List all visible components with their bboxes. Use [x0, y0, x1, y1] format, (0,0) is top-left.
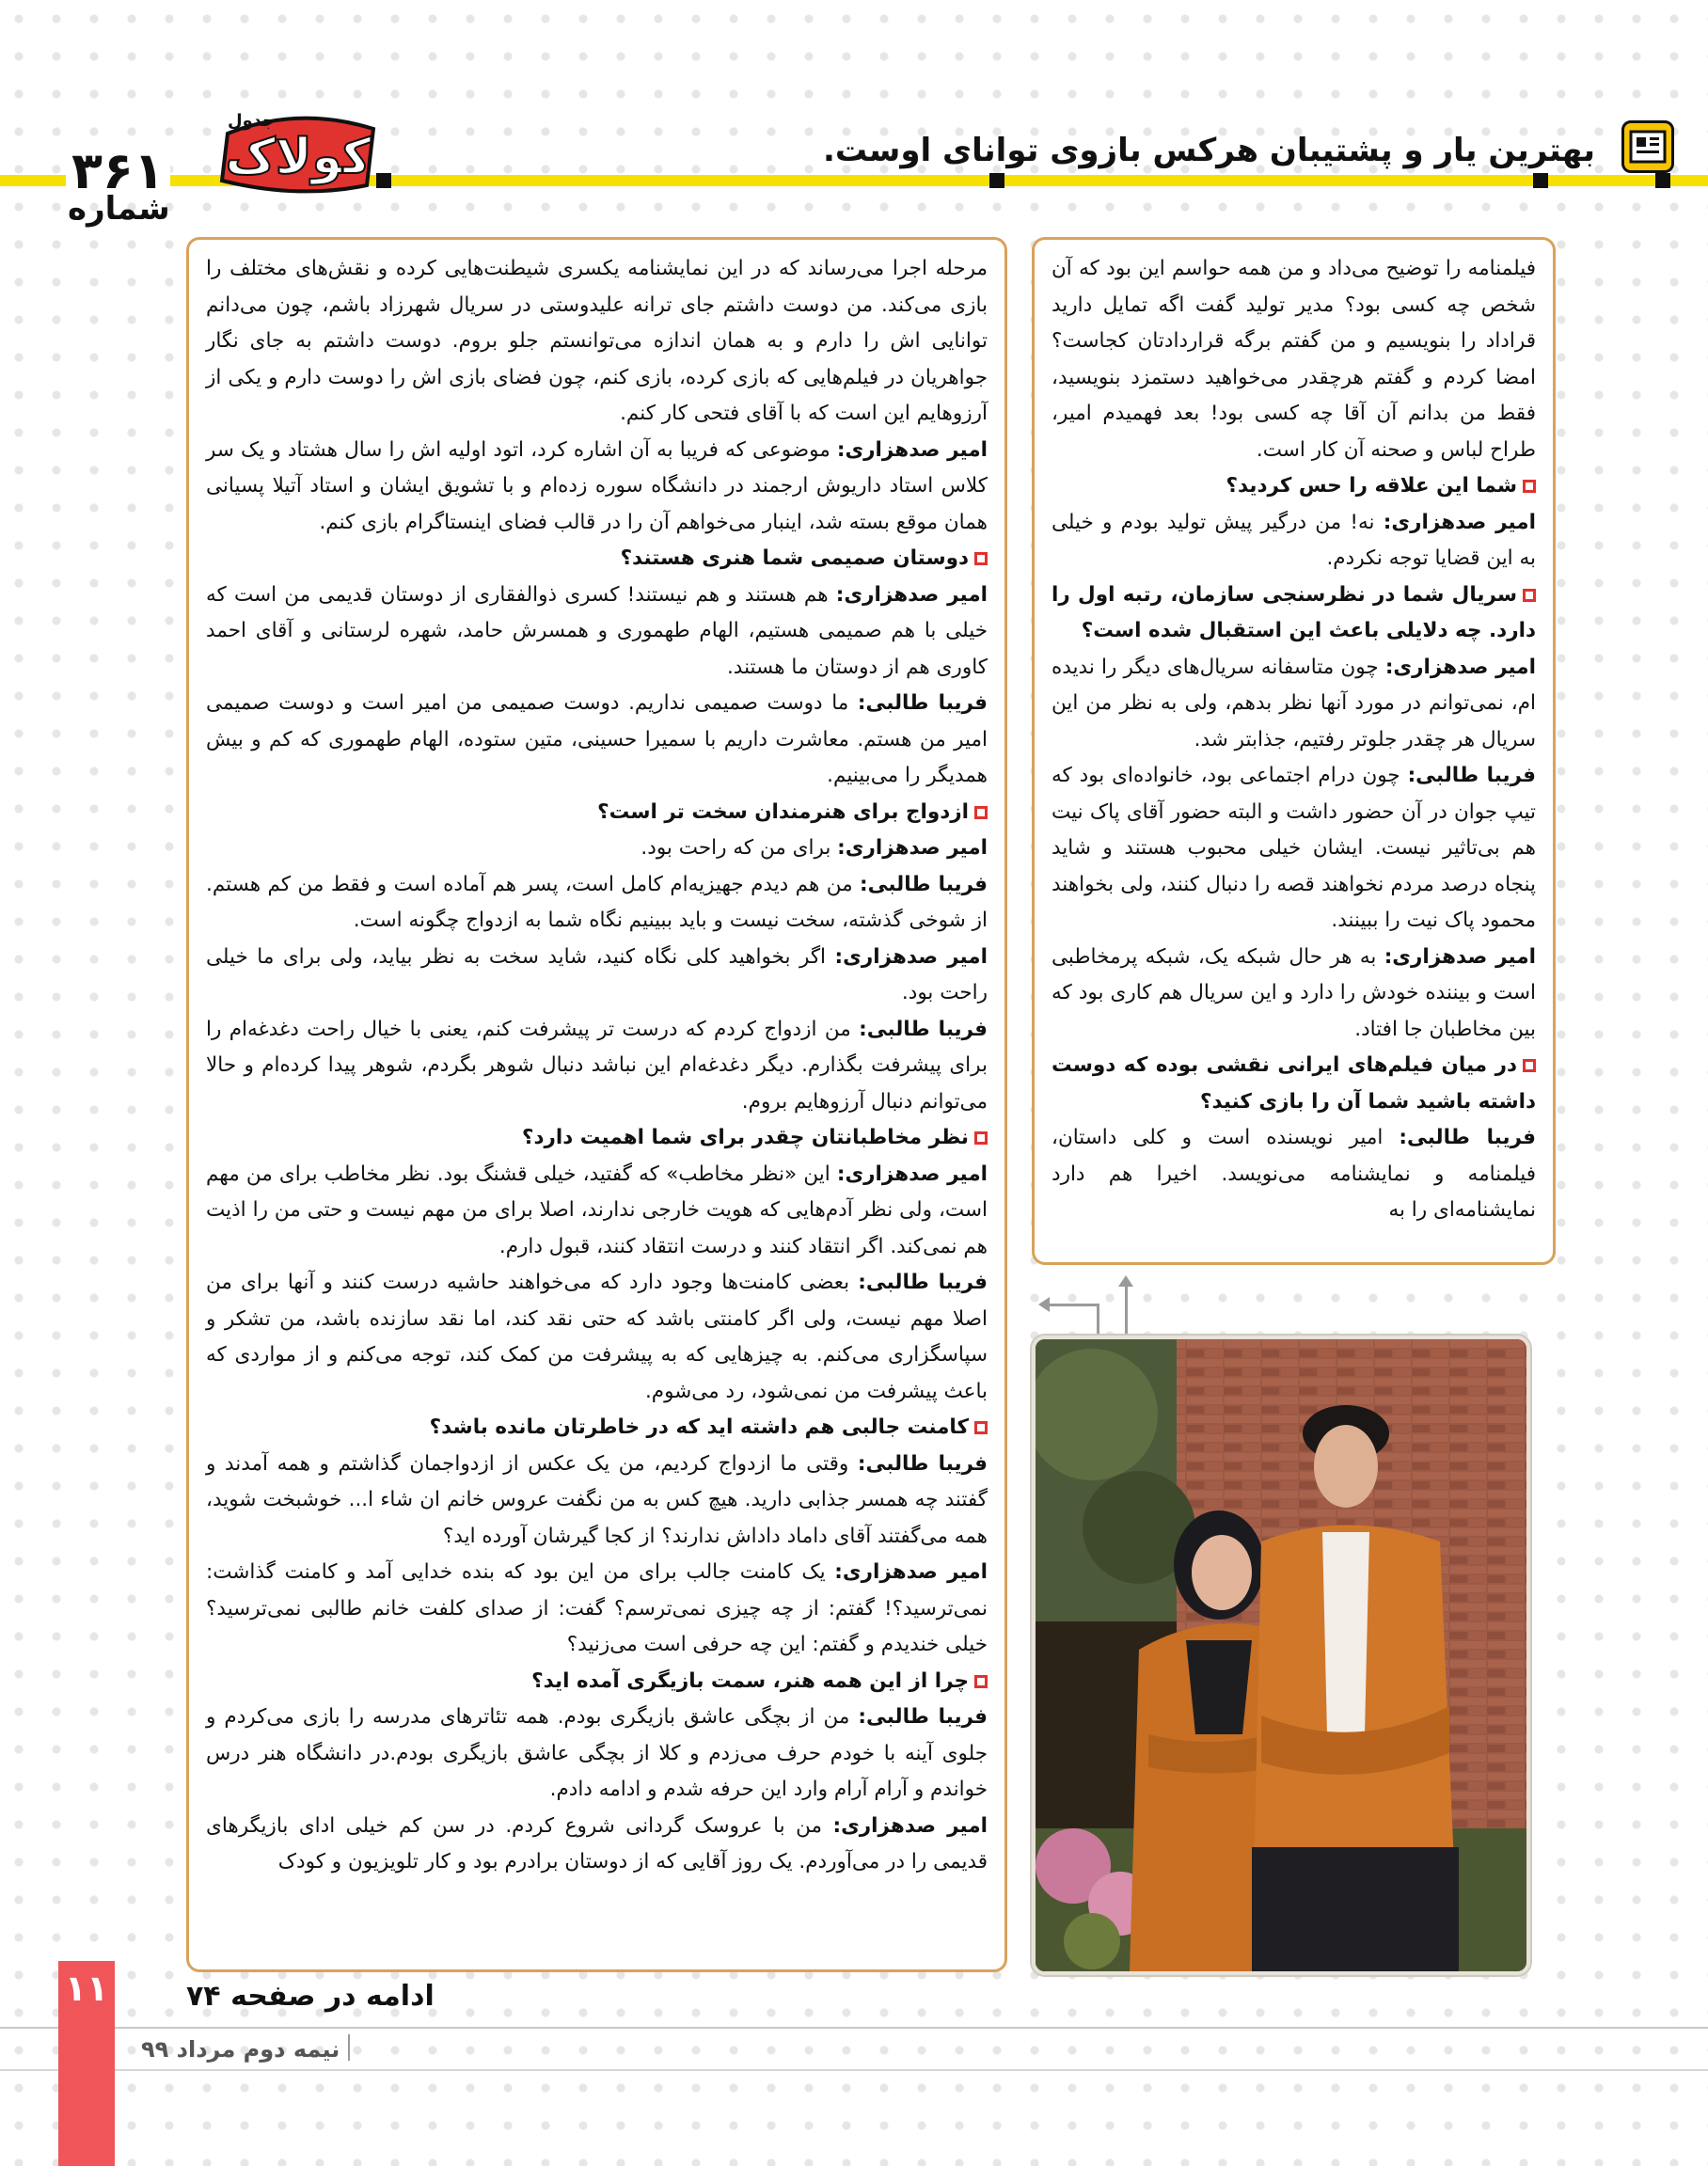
question-marker-icon: [1523, 480, 1536, 493]
answer-text: من هم دیدم جهیزیه‌ام کامل است، پسر هم آماده است و فقط من کم هستم. از شوخی گذشته، سخت نیست و باید ببینیم نگاه شما به ازدواج چگونه است.: [206, 872, 988, 932]
speaker-name: امیر صدهزاری:: [834, 1560, 988, 1584]
speaker-name: امیر صدهزاری:: [834, 944, 988, 969]
interview-answer: [206, 1157, 988, 1266]
arrow-up-stem: [1125, 1281, 1128, 1337]
interview-answer: [1052, 1120, 1536, 1229]
interview-answer: [1052, 940, 1536, 1049]
bar-marker: [1533, 173, 1548, 188]
speaker-name: فریبا طالبی:: [858, 1705, 988, 1729]
question-text: ازدواج برای هنرمندان سخت تر است؟: [597, 799, 969, 824]
interview-answer: [206, 1447, 988, 1556]
answer-text: چون درام اجتماعی بود، خانواده‌ای بود که تیپ جوان در آن حضور داشت و البته حضور آقای پاک نیت هم بی‌تاثیر نیست. ایشان خیلی محبوب هستند و شاید پنجاه درصد مردم نخواهند قصه را دنبال کنند، ولی بخواهند محمود پاک نیت را ببینند.: [1052, 764, 1536, 932]
speaker-name: فریبا طالبی:: [1407, 764, 1536, 787]
question-text: سریال شما در نظرسنجی سازمان، رتبه اول را دارد. چه دلایلی باعث این استقبال شده است؟: [1052, 582, 1536, 642]
answer-text: یک کامنت جالب برای من این بود که بنده خدایی آمد و کامنت گذاشت: نمی‌ترسید؟! گفتم: از چه چیزی نمی‌ترسم؟ گفت: از صدای کلفت خانم طالبی نمی‌ترسید؟ خیلی خندیدم و گفتم: این چه حرفی است می‌زنید؟: [206, 1560, 988, 1656]
issue-date: نیمه دوم مرداد ۹۹: [141, 2036, 340, 2063]
interview-question: [206, 1664, 988, 1700]
interview-answer: [206, 1265, 988, 1410]
interview-answer: [206, 577, 988, 687]
answer-text: ما دوست صمیمی نداریم. دوست صمیمی من امیر است و دوست صمیمی امیر من هستم. معاشرت داریم با سمیرا حسینی، متین ستوده، الهام طهموری که کم و بیش همدیگر را می‌بینیم.: [206, 691, 988, 787]
answer-text: من با عروسک گردانی شروع کردم. در سن کم خیلی ادای بازیگرهای قدیمی را در می‌آوردم. یک روز آقایی که از دوستان برادرم بود و کار تلویزیون و کودک: [206, 1813, 988, 1874]
speaker-name: امیر صدهزاری:: [836, 437, 988, 462]
article-column-left: [186, 237, 1007, 1972]
answer-text: چون متاسفانه سریال‌های دیگر را ندیده ام، نمی‌توانم در مورد آنها نظر بدهم، ولی به نظر من این سریال هر چقدر جلوتر رفتیم، جذابتر شد.: [1052, 655, 1536, 751]
bar-marker: [989, 173, 1004, 188]
interview-question: [1052, 577, 1536, 650]
bar-marker: [1655, 173, 1670, 188]
speaker-name: امیر صدهزاری:: [837, 836, 988, 860]
question-marker-icon: [974, 552, 988, 565]
article-column-right: [1032, 237, 1556, 1265]
interview-answer: [206, 433, 988, 542]
question-text: شما این علاقه را حس کردید؟: [1226, 474, 1517, 498]
logo-text: کولاک: [225, 129, 372, 185]
question-marker-icon: [974, 806, 988, 819]
speaker-name: فریبا طالبی:: [858, 1271, 988, 1294]
question-text: نظر مخاطبانتان چقدر برای شما اهمیت دارد؟: [522, 1126, 969, 1149]
speaker-name: امیر صدهزاری:: [1384, 944, 1537, 969]
interview-answer: [1052, 505, 1536, 577]
speaker-name: فریبا طالبی:: [1399, 1126, 1536, 1149]
interview-answer: [206, 1012, 988, 1121]
answer-text: این «نظر مخاطب» که گفتید، خیلی قشنگ بود. نظر مخاطب برای من مهم است، ولی نظر آدم‌هایی که هویت خارجی ندارند، اصلا برای من مهم نیست و حتی من را اذیت هم نمی‌کند. اگر انتقاد کنند و درست انتقاد کنند، قبول دارم.: [206, 1162, 988, 1258]
footer-divider: [0, 2069, 1708, 2071]
answer-text: من از بچگی عاشق بازیگری بودم. همه تئاترهای مدرسه را بازی می‌کردم و جلوی آینه با خودم حرف می‌زدم و کلا از بچگی عاشق بازیگری بودم.در دانشگاه هنر درس خواندم و آرام آرام وارد این حرفه شدم و ادامه دادم.: [206, 1705, 988, 1801]
logo-sub: جدول: [228, 111, 276, 131]
interview-answer: [1052, 650, 1536, 759]
answer-text: برای من که راحت بود.: [640, 836, 831, 860]
question-text: در میان فیلم‌های ایرانی نقشی بوده که دوست داشته باشید شما آن را بازی کنید؟: [1052, 1053, 1536, 1114]
speaker-name: امیر صدهزاری:: [1383, 510, 1536, 534]
paragraph: مرحله اجرا می‌رساند که در این نمایشنامه یکسری شیطنت‌هایی کرده و نقش‌های مختلف را بازی می‌کند. من دوست داشتم جای ترانه علیدوستی در سریال شهرزاد باشم، چون می‌دانم توانایی اش را دارم و به همان اندازه می‌توانستم جلو بروم. دوست داشتم به جای نگار جواهریان در فیلم‌هایی که بازی کرده، بازی کنم، چون فضای بازی اش را دوست دارم و یکی از آرزوهایم این است که با آقای فتحی کار کنم.: [206, 257, 988, 425]
interview-question: [206, 1120, 988, 1157]
interview-answer: [1052, 758, 1536, 940]
page-number: ۱۱: [64, 1968, 109, 2009]
answer-text: به هر حال شبکه یک، شبکه پرمخاطبی است و بیننده خودش را دارد و این سریال هم کاری بود که بین مخاطبان جا افتاد.: [1052, 944, 1536, 1041]
couple-photo: [1032, 1336, 1530, 1975]
interview-question: [1052, 468, 1536, 505]
arrow-left-line: [1046, 1304, 1099, 1306]
magazine-icon: [1621, 120, 1674, 173]
question-marker-icon: [1523, 1059, 1536, 1072]
answer-text: من ازدواج کردم که درست تر پیشرفت کنم، یعنی با خیال راحت دغدغه‌ام را برای پیشرفت بگذارم. دیگر دغدغه‌ام این نباشد دنبال شوهر بگردم، شوهر پیدا کرده‌ام و حالا می‌توانم دنبال آرزوهایم بروم.: [206, 1017, 988, 1114]
speaker-name: فریبا طالبی:: [857, 691, 988, 715]
arrow-left-stem: [1097, 1304, 1099, 1337]
answer-text: هم هستند و هم نیستند! کسری ذوالفقاری از دوستان قدیمی من است که خیلی با هم صمیمی هستیم، الهام طهموری و همسرش حامد، شهره لرستانی و آقای احمد کاوری هم از دوستان ما هستند.: [206, 582, 988, 679]
question-marker-icon: [974, 1421, 988, 1434]
question-marker-icon: [1523, 589, 1536, 602]
interview-answer: [206, 867, 988, 940]
question-marker-icon: [974, 1675, 988, 1688]
answer-text: موضوعی که فریبا به آن اشاره کرد، اتود اولیه اش را سال هشتاد و یک سر کلاس استاد داریوش ارجمند در دانشگاه سوره زده‌ام و با تشویق ایشان و استاد آتیلا پسیانی همان موقع بسته شد، اینبار می‌خواهم آن را در قالب فضای اینستاگرام بازی کنم.: [206, 437, 988, 534]
issue-label: شماره: [68, 190, 170, 228]
speaker-name: فریبا طالبی:: [857, 1451, 988, 1476]
continued-on-page: ادامه در صفحه ۷۴: [186, 1980, 435, 2013]
interview-answer: [206, 1555, 988, 1664]
interview-question: [1052, 1048, 1536, 1120]
interview-answer: [206, 940, 988, 1012]
question-text: چرا از این همه هنر، سمت بازیگری آمده اید؟: [531, 1668, 969, 1693]
arrow-left-icon: [1038, 1297, 1050, 1312]
interview-answer: [206, 830, 988, 867]
answer-text: اگر بخواهید کلی نگاه کنید، شاید سخت به نظر بیاید، ولی برای ما خیلی راحت بود.: [206, 944, 988, 1004]
question-marker-icon: [974, 1131, 988, 1145]
interview-answer: [206, 1700, 988, 1809]
header-slogan: بهترین یار و پشتیبان هرکس بازوی توانای اوست.: [822, 132, 1595, 169]
interview-question: [206, 795, 988, 831]
footer-divider: [0, 2027, 1708, 2029]
speaker-name: امیر صدهزاری:: [1384, 655, 1536, 679]
footer-separator: [348, 2034, 350, 2061]
interview-answer: [206, 686, 988, 795]
answer-text: امیر نویسنده است و کلی داستان، فیلمنامه و نمایشنامه می‌نویسد. اخیرا هم دارد نمایشنامه‌ای را به: [1052, 1126, 1536, 1222]
answer-text: وقتی ما ازدواج کردیم، من یک عکس از ازدواجمان گذاشتم و همه آمدند و گفتند چه همسر جذابی دارید. هیچ کس به من نگفت عروس خانم ان شاء ا... خوشبخت شوید، همه می‌گفتند آقای داماد داداش ندارند؟ از کجا گیرشان آورده اید؟: [206, 1451, 988, 1548]
magazine-logo: [209, 105, 387, 199]
speaker-name: امیر صدهزاری:: [836, 1162, 988, 1186]
speaker-name: امیر صدهزاری:: [835, 582, 988, 607]
issue-number: ۳۶۱: [66, 141, 170, 200]
answer-text: بعضی کامنت‌ها وجود دارد که می‌خواهند حاشیه درست کنند و آنها برای من اصلا مهم نیست، ولی اگر کامنتی باشد که حتی نقد کند، اما نقد سازنده باشد، من تشکر و سپاسگزاری می‌کنم. به چیزهایی که به پیشرفت من کمک کند، توجه می‌کنم و از مواردی که باعث پیشرفت من نمی‌شود، رد می‌شوم.: [206, 1271, 988, 1403]
interview-question: [206, 1410, 988, 1447]
paragraph: فیلمنامه را توضیح می‌داد و من همه حواسم این بود که آن شخص چه کسی بود؟ مدیر تولید گفت اگه تمایل دارید قراداد را بنویسیم و من گفتم برگه قراردادتان کجاست؟ امضا کردم و گفتم هرچقدر می‌خواهید دستمزد بنویسید، فقط من بدانم آن آقا چه کسی بود! بعد فهمیدم امیر، طراح لباس و صحنه آن کار است.: [1052, 257, 1536, 462]
speaker-name: فریبا طالبی:: [859, 1017, 988, 1041]
interview-answer: [206, 1809, 988, 1881]
question-text: دوستان صمیمی شما هنری هستند؟: [620, 546, 969, 570]
interview-question: [206, 541, 988, 577]
speaker-name: فریبا طالبی:: [860, 872, 988, 896]
question-text: کامنت جالبی هم داشته اید که در خاطرتان مانده باشد؟: [429, 1415, 969, 1439]
answer-text: نه! من درگیر پیش تولید بودم و خیلی به این قضایا توجه نکردم.: [1052, 510, 1536, 570]
speaker-name: امیر صدهزاری:: [832, 1813, 988, 1838]
